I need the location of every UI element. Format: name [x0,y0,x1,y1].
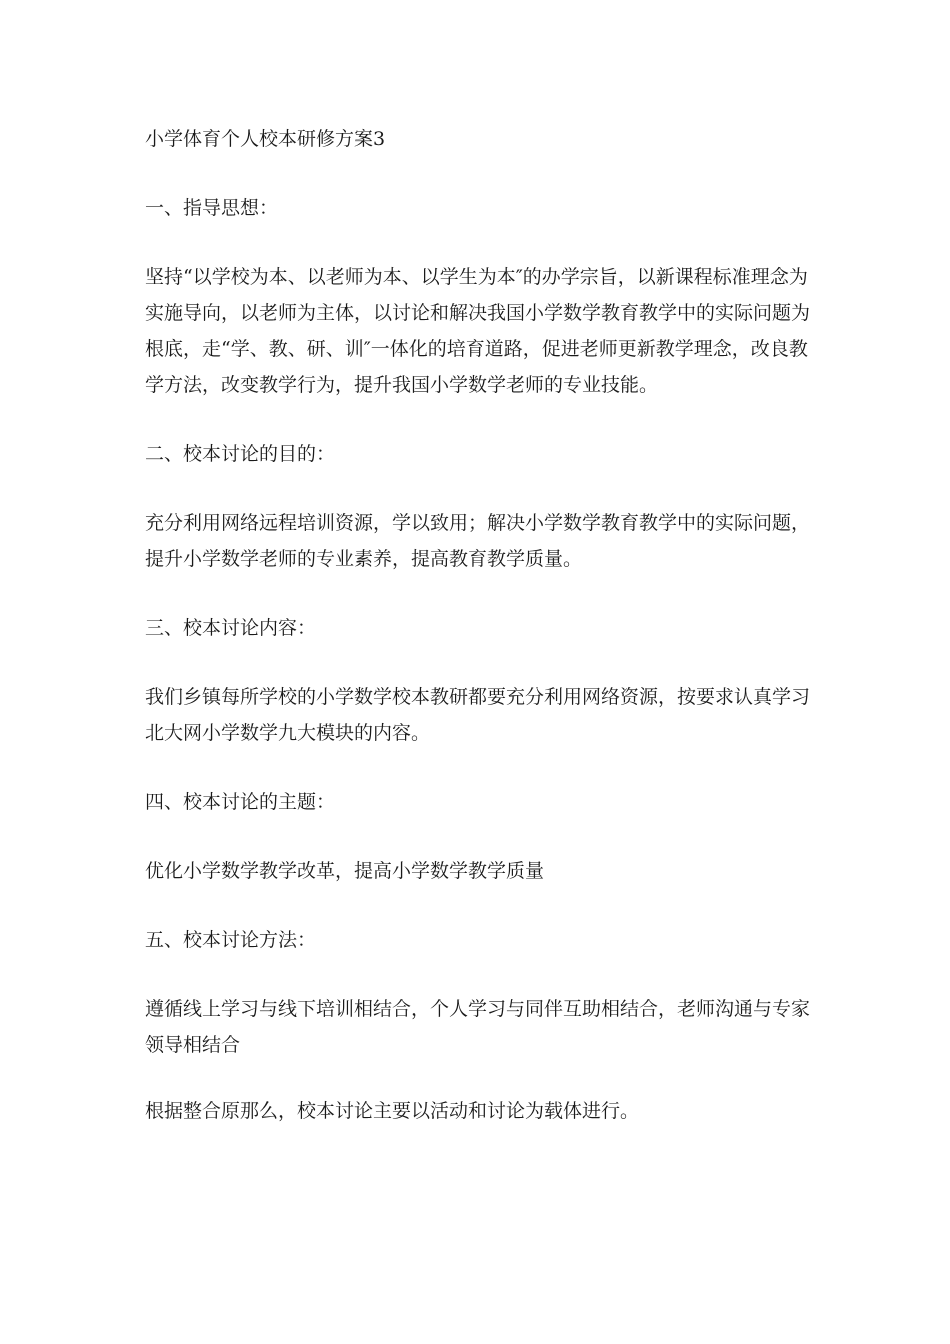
paragraph-purpose: 充分利用网络远程培训资源，学以致用；解决小学数学教育教学中的实际问题，提升小学数学老师的专业素养，提高教育教学质量。 [145,512,811,570]
section-heading-guiding-ideology: 一、指导思想： [145,197,279,219]
section-heading-purpose: 二、校本讨论的目的： [145,443,336,465]
document-title: 小学体育个人校本研修方案3 [145,128,386,150]
paragraph-theme: 优化小学数学教学改革，提高小学数学教学质量 [145,860,545,882]
paragraph-content: 我们乡镇每所学校的小学数学校本教研都要充分利用网络资源，按要求认真学习北大网小学数学九大模块的内容。 [145,686,811,744]
section-heading-method: 五、校本讨论方法： [145,929,317,951]
document-body [145,121,810,1162]
paragraph-integration-principle: 根据整合原那么，校本讨论主要以活动和讨论为载体进行。 [145,1100,640,1122]
section-heading-theme: 四、校本讨论的主题： [145,791,336,813]
section-heading-content: 三、校本讨论内容： [145,617,317,639]
paragraph-guiding-ideology: 坚持“以学校为本、以老师为本、以学生为本″的办学宗旨，以新课程标准理念为实施导向，以老师为主体，以讨论和解决我国小学数学教育教学中的实际问题为根底，走“学、教、研、训″一体化的培育道路，促进老师更新教学理念，改良教学方法，改变教学行为，提升我国小学数学老师的专业技能。 [145,266,811,396]
paragraph-method: 遵循线上学习与线下培训相结合，个人学习与同伴互助相结合，老师沟通与专家领导相结合 [145,998,811,1056]
